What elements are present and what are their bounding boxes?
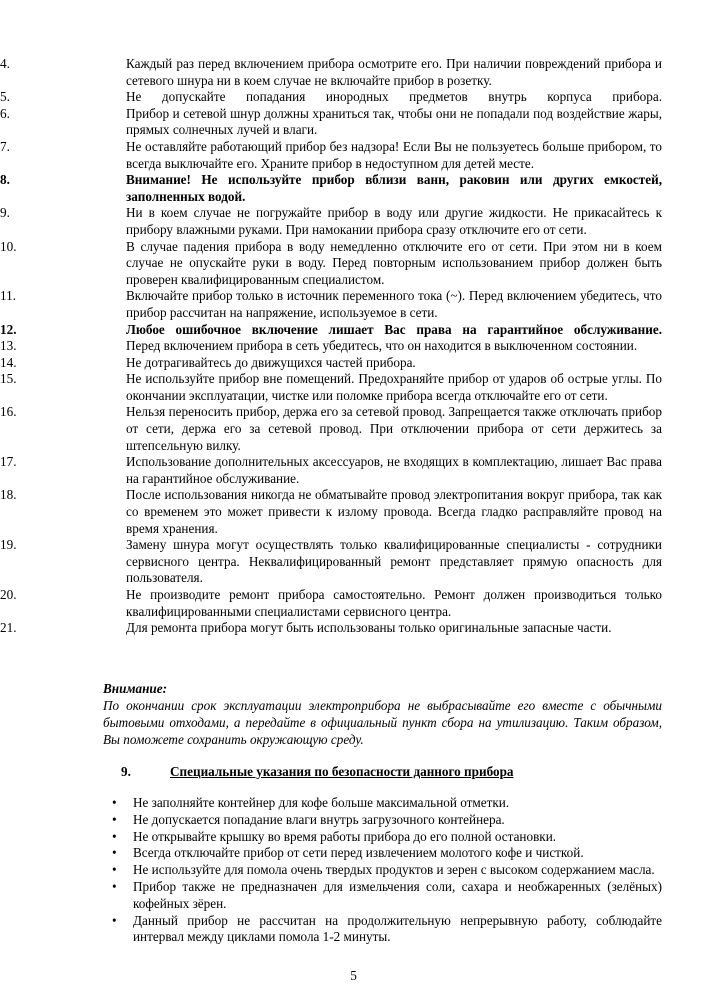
bullet-text: Всегда отключайте прибор от сети перед извлечением молотого кофе и чисткой. <box>133 845 584 861</box>
bullet-text: Не допускается попадание влаги внутрь загрузочного контейнера. <box>133 811 505 827</box>
item-number: 15. <box>0 371 17 387</box>
list-item <box>0 454 662 487</box>
item-number: 17. <box>0 454 17 470</box>
item-text: Включайте прибор только в источник переменного тока (~). Перед включением убедитесь, что прибор рассчитан на напряжение, используемое в сети. <box>126 288 662 320</box>
list-item <box>0 537 662 587</box>
list-item <box>0 322 662 339</box>
list-item <box>0 338 662 355</box>
list-item <box>0 239 662 289</box>
bullet-item <box>0 795 662 812</box>
item-text: Прибор и сетевой шнур должны храниться так, чтобы они не попадали под воздействие жары, прямых солнечных лучей и влаги. <box>126 105 662 138</box>
section-title: Специальные указания по безопасности данного прибора <box>170 764 514 779</box>
list-item <box>0 56 662 89</box>
item-number: 11. <box>0 288 16 304</box>
bullet-text: Прибор также не предназначен для измельчения соли, сахара и необжаренных (зелёных) кофейных зёрен. <box>133 878 662 911</box>
item-text: Не оставляйте работающий прибор без надзора! Если Вы не пользуетесь больше прибором, то всегда выключайте его. Храните прибор в недоступном для детей месте. <box>126 138 662 171</box>
list-item <box>0 487 662 537</box>
bullet-item <box>0 913 662 947</box>
bullet-item <box>0 862 662 879</box>
bullet-item <box>0 845 662 862</box>
page-number: 5 <box>350 968 357 983</box>
disposal-warning <box>103 680 662 748</box>
item-number: 18. <box>0 487 17 503</box>
item-text: Не используйте прибор вне помещений. Предохраняйте прибор от ударов об острые углы. По окончании эксплуатации, чистке или поломке прибора всегда отключайте его от сети. <box>126 371 662 403</box>
item-number: 14. <box>0 354 17 370</box>
bullet-dot: • <box>112 845 117 861</box>
item-text: Каждый раз перед включением прибора осмотрите его. При наличии повреждений прибора и сетевого шнура ни в коем случае не включайте прибор в розетку. <box>126 56 662 88</box>
bullet-text: Не заполняйте контейнер для кофе больше максимальной отметки. <box>133 795 510 810</box>
item-text: Использование дополнительных аксессуаров, не входящих в комплектацию, лишает Вас права на гарантийное обслуживание. <box>126 454 662 486</box>
item-text: Не дотрагивайтесь до движущихся частей прибора. <box>126 354 416 370</box>
item-number: 16. <box>0 404 17 420</box>
item-number: 13. <box>0 338 17 354</box>
section-number: 9. <box>121 764 131 779</box>
section-heading <box>0 764 707 782</box>
bullet-dot: • <box>112 878 117 894</box>
item-text: В случае падения прибора в воду немедленно отключите его от сети. При этом ни в коем случае не опускайте руки в воду. Перед повторным использованием прибор должен быть проверен квалифицированным специалистом. <box>126 238 662 287</box>
item-text: Нельзя переносить прибор, держа его за сетевой провод. Запрещается также отключать прибор от сети, держа его за сетевой провод. При отключении прибора от сети держитесь за штепсельную вилку. <box>126 404 662 453</box>
item-number: 12. <box>0 321 17 337</box>
bullet-dot: • <box>112 828 117 844</box>
item-number: 19. <box>0 537 17 553</box>
item-number: 20. <box>0 587 17 602</box>
item-text: Перед включением прибора в сеть убедитесь, что он находится в выключенном состоянии. <box>126 338 638 354</box>
special-instructions-list <box>0 795 662 946</box>
item-text: Внимание! Не используйте прибор вблизи ванн, раковин или других емкостей, заполненных водой. <box>126 172 662 204</box>
item-text: После использования никогда не обматывайте провод электропитания вокруг прибора, так как со временем это может привести к излому провода. Всегда гладко расправляйте провод на время хранения. <box>126 487 662 536</box>
bullet-dot: • <box>112 912 117 928</box>
bullet-text: Данный прибор не рассчитан на продолжительную непрерывную работу, соблюдайте интервал между циклами помола 1-2 минуты. <box>133 912 662 945</box>
item-text: Не допускайте попадания инородных предметов внутрь корпуса прибора. <box>126 89 662 105</box>
bullet-dot: • <box>112 795 117 810</box>
list-item <box>0 620 662 637</box>
bullet-dot: • <box>112 811 117 827</box>
list-item <box>0 89 662 106</box>
item-number: 4. <box>0 56 10 71</box>
list-item <box>0 205 662 238</box>
list-item <box>0 587 662 620</box>
bullet-item <box>0 879 662 913</box>
item-text: Для ремонта прибора могут быть использованы только оригинальные запасные части. <box>126 620 612 636</box>
bullet-text: Не используйте для помола очень твердых продуктов и зерен с высоком содержанием масла. <box>133 862 655 878</box>
list-item <box>0 355 662 372</box>
list-item <box>0 106 662 139</box>
bullet-item <box>0 812 662 829</box>
list-item <box>0 172 662 205</box>
list-item <box>0 371 662 404</box>
item-text: Не производите ремонт прибора самостоятельно. Ремонт должен производиться только квалифицированными специалистами сервисного центра. <box>126 587 662 619</box>
item-number: 6. <box>0 105 10 121</box>
safety-instructions-list <box>0 56 662 637</box>
item-number: 9. <box>0 205 10 221</box>
item-text: Ни в коем случае не погружайте прибор в воду или другие жидкости. Не прикасайтесь к прибору влажными руками. При намокании прибора сразу отключите его от сети. <box>126 205 662 237</box>
bullet-item <box>0 829 662 846</box>
item-number: 21. <box>0 620 17 636</box>
list-item <box>0 288 662 321</box>
item-number: 8. <box>0 172 10 188</box>
warning-text: По окончании срок эксплуатации электроприбора не выбрасывайте его вместе с обычными бытовыми отходами, а передайте в официальный пункт сбора на утилизацию. Таким образом, Вы поможете сохранить окружающую среду. <box>103 698 662 747</box>
bullet-dot: • <box>112 862 117 878</box>
item-text: Любое ошибочное включение лишает Вас права на гарантийное обслуживание. <box>126 321 662 337</box>
item-number: 5. <box>0 89 10 105</box>
warning-title: Внимание: <box>103 681 167 696</box>
item-number: 10. <box>0 238 17 254</box>
item-number: 7. <box>0 138 10 154</box>
item-text: Замену шнура могут осуществлять только квалифицированные специалисты - сотрудники сервисного центра. Неквалифицированный ремонт представляет прямую опасность для пользователя. <box>126 537 662 586</box>
list-item <box>0 404 662 454</box>
list-item <box>0 139 662 172</box>
bullet-text: Не открывайте крышку во время работы прибора до его полной остановки. <box>133 828 557 844</box>
